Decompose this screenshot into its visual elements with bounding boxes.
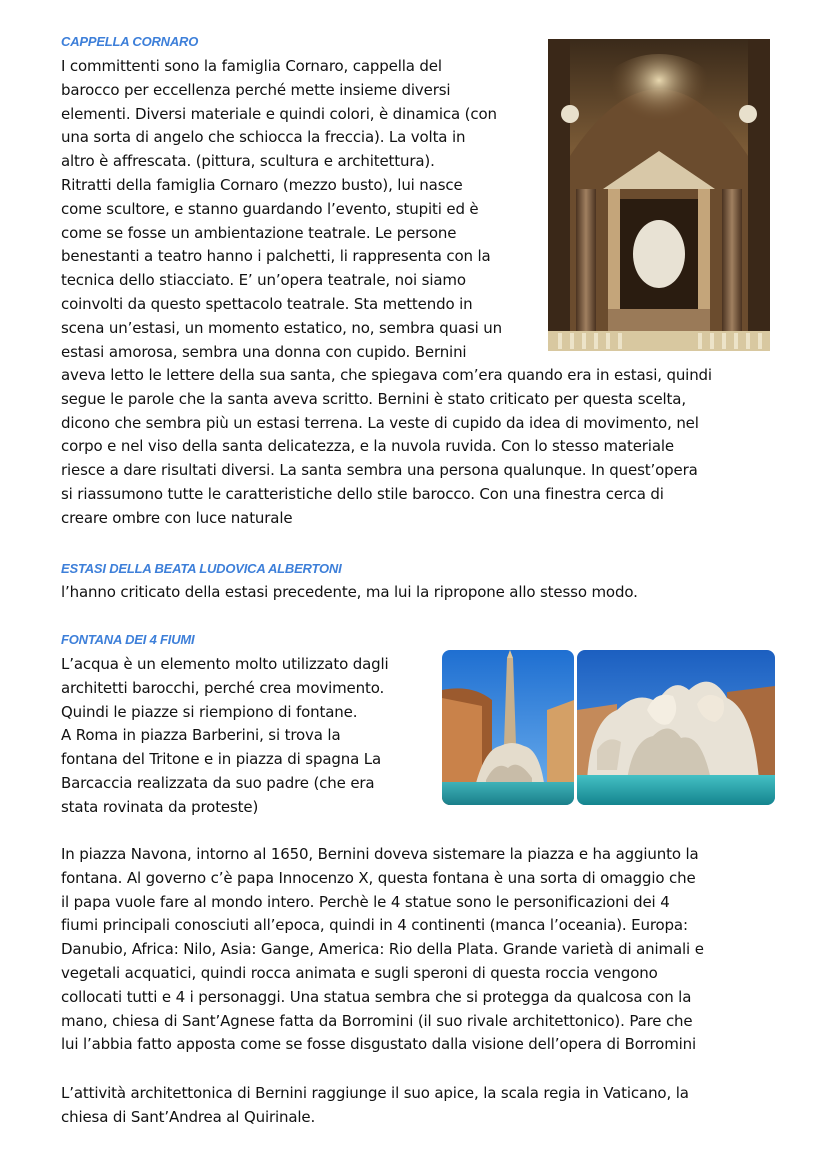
text-line: si riassumono tutte le caratteristiche dello stile barocco. Con una finestra cerca di (61, 484, 664, 503)
text-line: A Roma in piazza Barberini, si trova la (61, 726, 341, 745)
fontana-paragraph-3 (61, 1082, 776, 1130)
text-line: barocco per eccellenza perché mette insieme diversi (61, 80, 451, 99)
text-line: In piazza Navona, intorno al 1650, Bernini doveva sistemare la piazza e ha aggiunto la (61, 845, 699, 863)
text-line: tecnica dello stiacciato. E’ un’opera teatrale, noi siamo (61, 271, 466, 290)
text-line: Quindi le piazze si riempiono di fontane. (61, 702, 358, 721)
text-line: altro è affrescata. (pittura, scultura e architettura). (61, 152, 435, 171)
text-line: Ritratti della famiglia Cornaro (mezzo busto), lui nasce (61, 175, 463, 194)
text-line: fontana. Al governo c’è papa Innocenzo X, questa fontana è una sorta di omaggio che (61, 868, 696, 887)
text-line: creare ombre con luce naturale (61, 508, 293, 527)
text-line: segue le parole che la santa aveva scritto. Bernini è stato criticato per questa scelta, (61, 389, 686, 408)
section-title-estasi-ludovica: ESTASI DELLA BEATA LUDOVICA ALBERTONI (61, 561, 342, 576)
text-line: vegetali acquatici, quindi rocca animata e sugli speroni di questa roccia vengono (61, 963, 658, 982)
estasi-paragraph (61, 581, 776, 605)
text-line: riesce a dare risultati diversi. La santa sembra una persona qualunque. In quest’opera (61, 461, 698, 480)
text-line: architetti barocchi, perché crea movimento. (61, 678, 385, 697)
text-line: elementi. Diversi materiale e quindi colori, è dinamica (con (61, 104, 497, 123)
text-line: mano, chiesa di Sant’Agnese fatta da Borromini (il suo rivale architettonico). Pare che (61, 1011, 693, 1030)
text-line: I committenti sono la famiglia Cornaro, cappella del (61, 57, 442, 75)
text-line: scena un’estasi, un momento estatico, no, sembra quasi un (61, 318, 503, 337)
text-line: il papa vuole fare al mondo intero. Perchè le 4 statue sono le personificazioni dei 4 (61, 892, 670, 911)
text-line: Danubio, Africa: Nilo, Asia: Gange, America: Rio della Plata. Grande varietà di animali e (61, 940, 704, 959)
section-title-cappella-cornaro: CAPPELLA CORNARO (61, 34, 199, 49)
fountain-obelisk-photo (442, 650, 574, 805)
text-line: una sorta di angelo che schiocca la freccia). La volta in (61, 128, 466, 147)
text-line: aveva letto le lettere della sua santa, che spiegava com’era quando era in estasi, quindi (61, 366, 712, 384)
fontana-wrapped-paragraph (61, 653, 436, 820)
text-line: estasi amorosa, sembra una donna con cupido. Bernini (61, 342, 467, 361)
cappella-wrapped-paragraph (61, 55, 546, 364)
text-line: L’acqua è un elemento molto utilizzato dagli (61, 655, 389, 673)
cappella-cornaro-photo (548, 39, 770, 351)
text-line: Barcaccia realizzata da suo padre (che era (61, 773, 375, 792)
text-line: come scultore, e stanno guardando l’evento, stupiti ed è (61, 199, 479, 218)
text-line: dicono che sembra più un estasi terrena. La veste di cupido da idea di movimento, nel (61, 413, 699, 432)
section-title-fontana-4-fiumi: FONTANA DEI 4 FIUMI (61, 632, 195, 647)
fountain-statues-photo (577, 650, 775, 805)
text-line: fiumi principali conosciuti all’epoca, quindi in 4 continenti (manca l’oceania). Europa: (61, 916, 688, 935)
text-line: lui l’abbia fatto apposta come se fosse disgustato dalla visione dell’opera di Borromini (61, 1035, 697, 1054)
text-line: fontana del Tritone e in piazza di spagna La (61, 750, 381, 769)
text-line: l’hanno criticato della estasi precedente, ma lui la ripropone allo stesso modo. (61, 583, 638, 601)
text-line: benestanti a teatro hanno i palchetti, li rappresenta con la (61, 247, 491, 266)
text-line: stata rovinata da proteste) (61, 797, 259, 816)
cappella-full-paragraph (61, 364, 776, 531)
text-line: chiesa di Sant’Andrea al Quirinale. (61, 1107, 316, 1126)
text-line: come se fosse un ambientazione teatrale. Le persone (61, 223, 457, 242)
fontana-paragraph-2 (61, 843, 776, 1057)
text-line: collocati tutti e 4 i personaggi. Una statua sembra che si protegga da qualcosa con la (61, 987, 692, 1006)
text-line: coinvolti da questo spettacolo teatrale. Sta mettendo in (61, 294, 473, 313)
text-line: corpo e nel viso della santa delicatezza, e la nuvola ruvida. Con lo stesso materiale (61, 437, 674, 456)
text-line: L’attività architettonica di Bernini raggiunge il suo apice, la scala regia in Vaticano, la (61, 1084, 689, 1102)
